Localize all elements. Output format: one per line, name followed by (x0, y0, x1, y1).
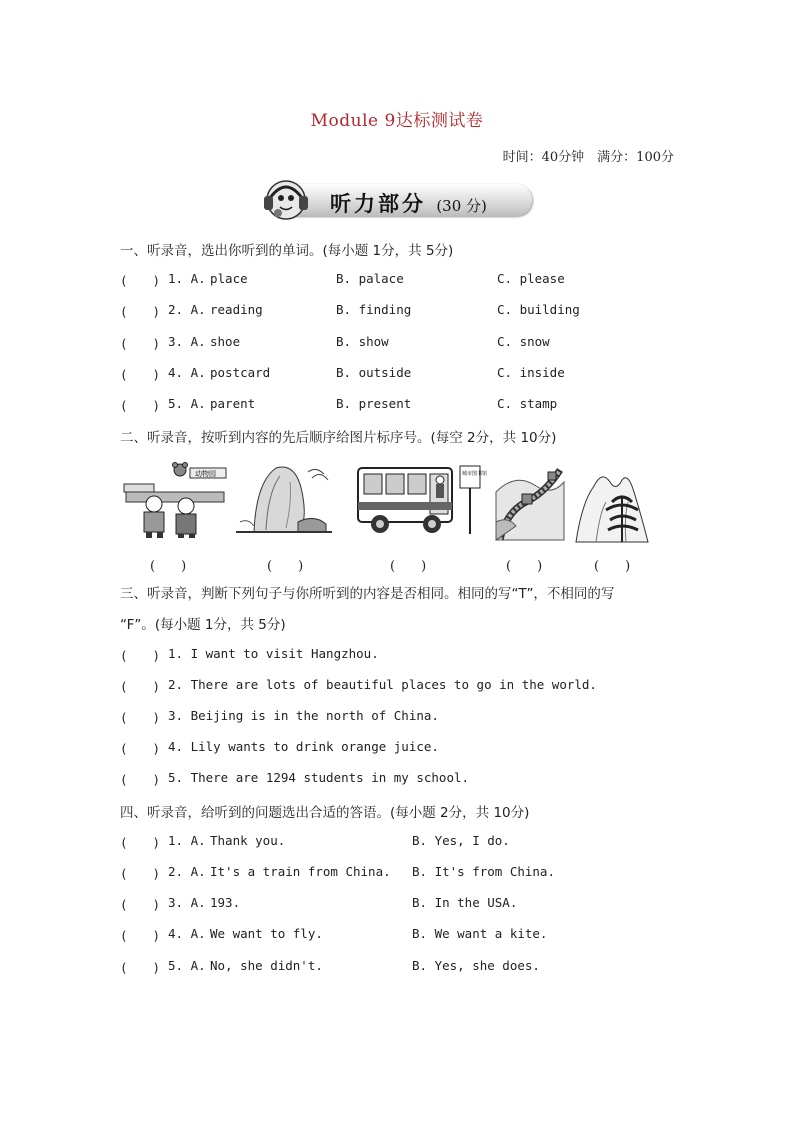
answer-blank[interactable]: ( ) (120, 772, 161, 787)
bus-sign-text: 城市图书馆 (462, 471, 488, 477)
answer-blank[interactable]: ( ) (120, 304, 161, 319)
item-number: 3. A. (168, 334, 206, 349)
option-a: shoe (210, 334, 241, 349)
answer-blank[interactable]: ( ) (120, 897, 161, 912)
answer-blank[interactable]: ( ) (120, 336, 161, 351)
zoo-picture (124, 462, 228, 538)
option-a: place (210, 271, 248, 286)
statement-text: 4. Lily wants to drink orange juice. (168, 739, 439, 754)
s4-item-1 (120, 833, 720, 851)
option-a: It's a train from China. (210, 864, 391, 879)
s4-item-3 (120, 895, 720, 913)
option-b: B. Yes, I do. (412, 833, 510, 848)
answer-blank[interactable]: ( ) (120, 679, 161, 694)
listening-banner (258, 176, 536, 222)
answer-blank[interactable]: ( ) (120, 710, 161, 725)
picture-row (120, 462, 680, 582)
option-a: parent (210, 396, 256, 411)
s3-item-4 (120, 739, 720, 757)
answer-blank[interactable]: ( ) (120, 273, 161, 288)
statement-text: 5. There are 1294 students in my school. (168, 770, 470, 785)
answer-blank[interactable]: ( ) (120, 928, 161, 943)
page-title: Module 9达标测试卷 (310, 111, 484, 131)
s3-item-5 (120, 770, 720, 788)
item-number: 4. A. (168, 926, 206, 941)
headphones-icon (258, 176, 314, 222)
option-a: We want to fly. (210, 926, 323, 941)
item-number: 3. A. (168, 895, 206, 910)
option-b: B. show (336, 334, 389, 349)
picture-2-answer[interactable]: ( ) (267, 559, 304, 574)
option-b: B. palace (336, 271, 404, 286)
option-a: Thank you. (210, 833, 286, 848)
section-3-heading-line-2: “F”。(每小题 1分，共 5分) (120, 617, 286, 633)
section-3-heading-line-1: 三、听录音，判断下列句子与你所听到的内容是否相同。相同的写“T”，不相同的写 (120, 586, 615, 602)
section-1-heading: 一、听录音，选出你听到的单词。(每小题 1分，共 5分) (120, 243, 454, 259)
banner-score: (30 分) (436, 197, 487, 215)
statement-text: 2. There are lots of beautiful places to go in the world. (168, 677, 597, 692)
item-number: 5. A. (168, 958, 206, 973)
great-wall-picture (496, 462, 564, 540)
s4-item-4 (120, 926, 720, 944)
option-c: C. stamp (497, 396, 558, 411)
answer-blank[interactable]: ( ) (120, 741, 161, 756)
option-c: C. building (497, 302, 580, 317)
answer-blank[interactable]: ( ) (120, 398, 161, 413)
mountain-picture (576, 462, 648, 542)
statement-text: 3. Beijing is in the north of China. (168, 708, 439, 723)
answer-blank[interactable]: ( ) (120, 367, 161, 382)
rock-picture (236, 462, 332, 538)
picture-3-answer[interactable]: ( ) (390, 559, 427, 574)
picture-1-answer[interactable]: ( ) (150, 559, 187, 574)
item-number: 1. A. (168, 833, 206, 848)
s1-item-1 (120, 271, 720, 289)
option-a: No, she didn't. (210, 958, 323, 973)
s1-item-3 (120, 334, 720, 352)
option-b: B. outside (336, 365, 412, 380)
option-b: B. Yes, she does. (412, 958, 540, 973)
option-b: B. It's from China. (412, 864, 555, 879)
answer-blank[interactable]: ( ) (120, 835, 161, 850)
answer-blank[interactable]: ( ) (120, 960, 161, 975)
option-c: C. inside (497, 365, 565, 380)
item-number: 5. A. (168, 396, 206, 411)
zoo-sign-text: 动物园 (195, 470, 216, 478)
option-b: B. We want a kite. (412, 926, 548, 941)
s1-item-4 (120, 365, 720, 383)
s1-item-2 (120, 302, 720, 320)
option-c: C. please (497, 271, 565, 286)
s3-item-2 (120, 677, 720, 695)
section-4-heading: 四、听录音，给听到的问题选出合适的答语。(每小题 2分，共 10分) (120, 805, 530, 821)
item-number: 1. A. (168, 271, 206, 286)
item-number: 4. A. (168, 365, 206, 380)
option-a: reading (210, 302, 263, 317)
item-number: 2. A. (168, 864, 206, 879)
option-a: postcard (210, 365, 271, 380)
s1-item-5 (120, 396, 720, 414)
banner-label: 听力部分 (330, 192, 426, 216)
option-b: B. In the USA. (412, 895, 518, 910)
banner-title (330, 188, 487, 218)
option-b: B. present (336, 396, 412, 411)
s3-item-3 (120, 708, 720, 726)
option-a: 193. (210, 895, 241, 910)
picture-4-answer[interactable]: ( ) (506, 559, 543, 574)
bus-picture (356, 462, 488, 538)
answer-blank[interactable]: ( ) (120, 648, 161, 663)
time-info: 时间：40分钟 满分：100分 (502, 150, 674, 165)
statement-text: 1. I want to visit Hangzhou. (168, 646, 379, 661)
item-number: 2. A. (168, 302, 206, 317)
answer-blank[interactable]: ( ) (120, 866, 161, 881)
picture-5-answer[interactable]: ( ) (594, 559, 631, 574)
s4-item-2 (120, 864, 720, 882)
section-2-heading: 二、听录音，按听到内容的先后顺序给图片标序号。(每空 2分，共 10分) (120, 430, 557, 446)
s3-item-1 (120, 646, 720, 664)
option-c: C. snow (497, 334, 550, 349)
option-b: B. finding (336, 302, 412, 317)
s4-item-5 (120, 958, 720, 976)
